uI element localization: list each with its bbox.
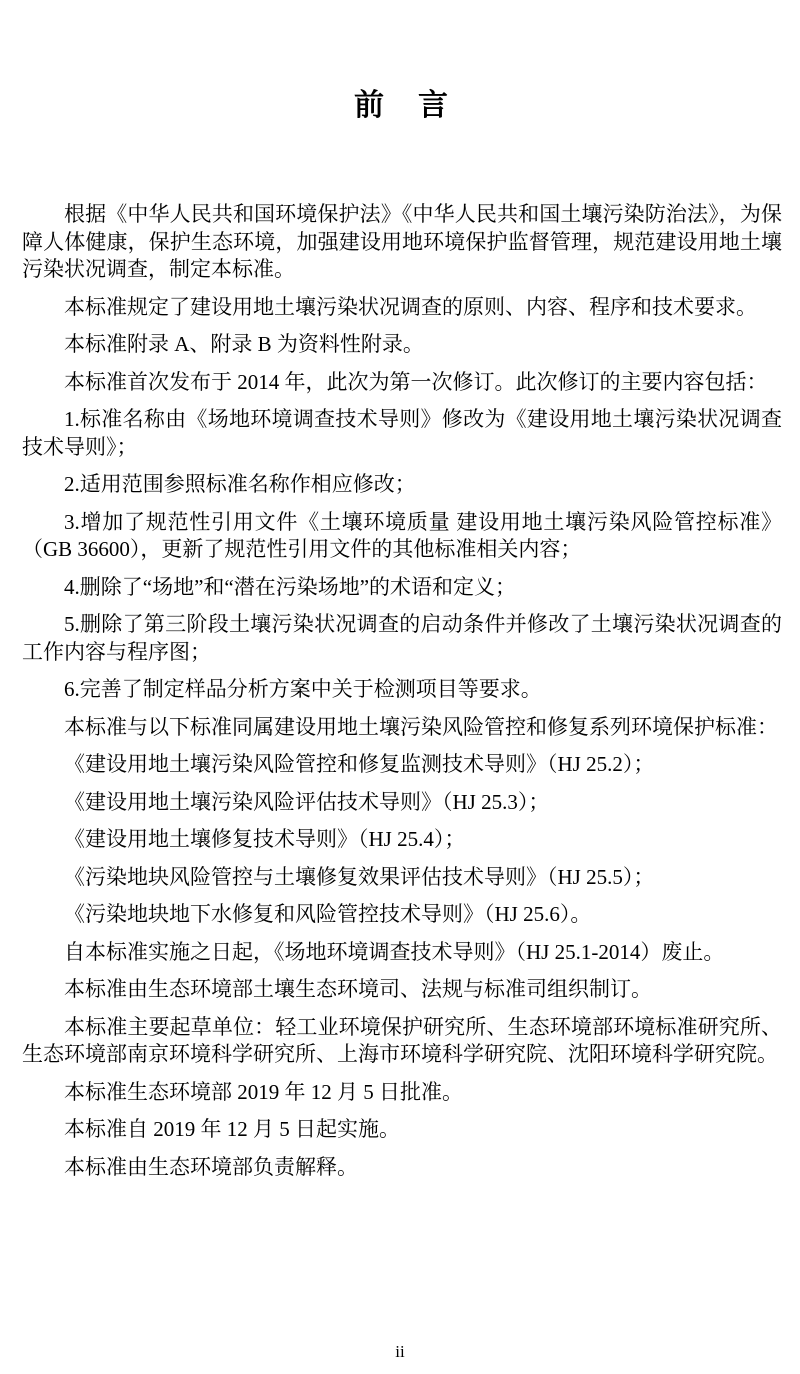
paragraph-scope: 本标准规定了建设用地土壤污染状况调查的原则、内容、程序和技术要求。 <box>64 294 757 319</box>
paragraph-standard-hj25-3: 《建设用地土壤污染风险评估技术导则》（HJ 25.3）； <box>64 789 550 814</box>
paragraph-interpretation: 本标准由生态环境部负责解释。 <box>64 1154 358 1179</box>
paragraph-intro: 根据《中华人民共和国环境保护法》《中华人民共和国土壤污染防治法》，为保障人体健康，保护生态环境，加强建设用地环境保护监督管理，规范建设用地土壤污染状况调查，制定本标准。 <box>22 202 782 281</box>
paragraph-standard-hj25-2: 《建设用地土壤污染风险管控和修复监测技术导则》（HJ 25.2）； <box>64 752 655 776</box>
paragraph-change-5: 5.删除了第三阶段土壤污染状况调查的启动条件并修改了土壤污染状况调查的工作内容与程序图； <box>22 612 782 664</box>
paragraph-appendix: 本标准附录 A、附录 B 为资料性附录。 <box>64 332 424 356</box>
paragraph-abolish: 自本标准实施之日起，《场地环境调查技术导则》（HJ 25.1-2014）废止。 <box>64 939 725 964</box>
paragraph-change-2: 2.适用范围参照标准名称作相应修改； <box>64 472 416 496</box>
paragraph-series-intro: 本标准与以下标准同属建设用地土壤污染风险管控和修复系列环境保护标准： <box>64 714 778 739</box>
paragraph-standard-hj25-6: 《污染地块地下水修复和风险管控技术导则》（HJ 25.6）。 <box>64 902 592 926</box>
paragraph-change-1: 1.标准名称由《场地环境调查技术导则》修改为《建设用地土壤污染状况调查技术导则》； <box>22 407 782 459</box>
paragraph-organizer: 本标准由生态环境部土壤生态环境司、法规与标准司组织制订。 <box>64 977 652 1001</box>
paragraph-standard-hj25-4: 《建设用地土壤修复技术导则》（HJ 25.4）； <box>64 827 466 851</box>
paragraph-effective-date: 本标准自 2019 年 12 月 5 日起实施。 <box>64 1117 400 1141</box>
document-body <box>22 201 782 1181</box>
paragraph-standard-hj25-5: 《污染地块风险管控与土壤修复效果评估技术导则》（HJ 25.5）； <box>64 864 655 889</box>
page-number: ii <box>395 1342 405 1361</box>
paragraph-change-3: 3.增加了规范性引用文件《土壤环境质量 建设用地土壤污染风险管控标准》（GB 36600），更新了规范性引用文件的其他标准相关内容； <box>22 509 782 561</box>
paragraph-drafters: 本标准主要起草单位：轻工业环境保护研究所、生态环境部环境标准研究所、生态环境部南京环境科学研究所、上海市环境科学研究院、沈阳环境科学研究院。 <box>22 1014 782 1066</box>
paragraph-change-6: 6.完善了制定样品分析方案中关于检测项目等要求。 <box>64 677 542 701</box>
paragraph-revision: 本标准首次发布于 2014 年，此次为第一次修订。此次修订的主要内容包括： <box>64 369 768 394</box>
paragraph-change-4: 4.删除了“场地”和“潜在污染场地”的术语和定义； <box>64 574 517 599</box>
page-title: 前 言 <box>354 89 450 122</box>
paragraph-approval-date: 本标准生态环境部 2019 年 12 月 5 日批准。 <box>64 1079 463 1104</box>
